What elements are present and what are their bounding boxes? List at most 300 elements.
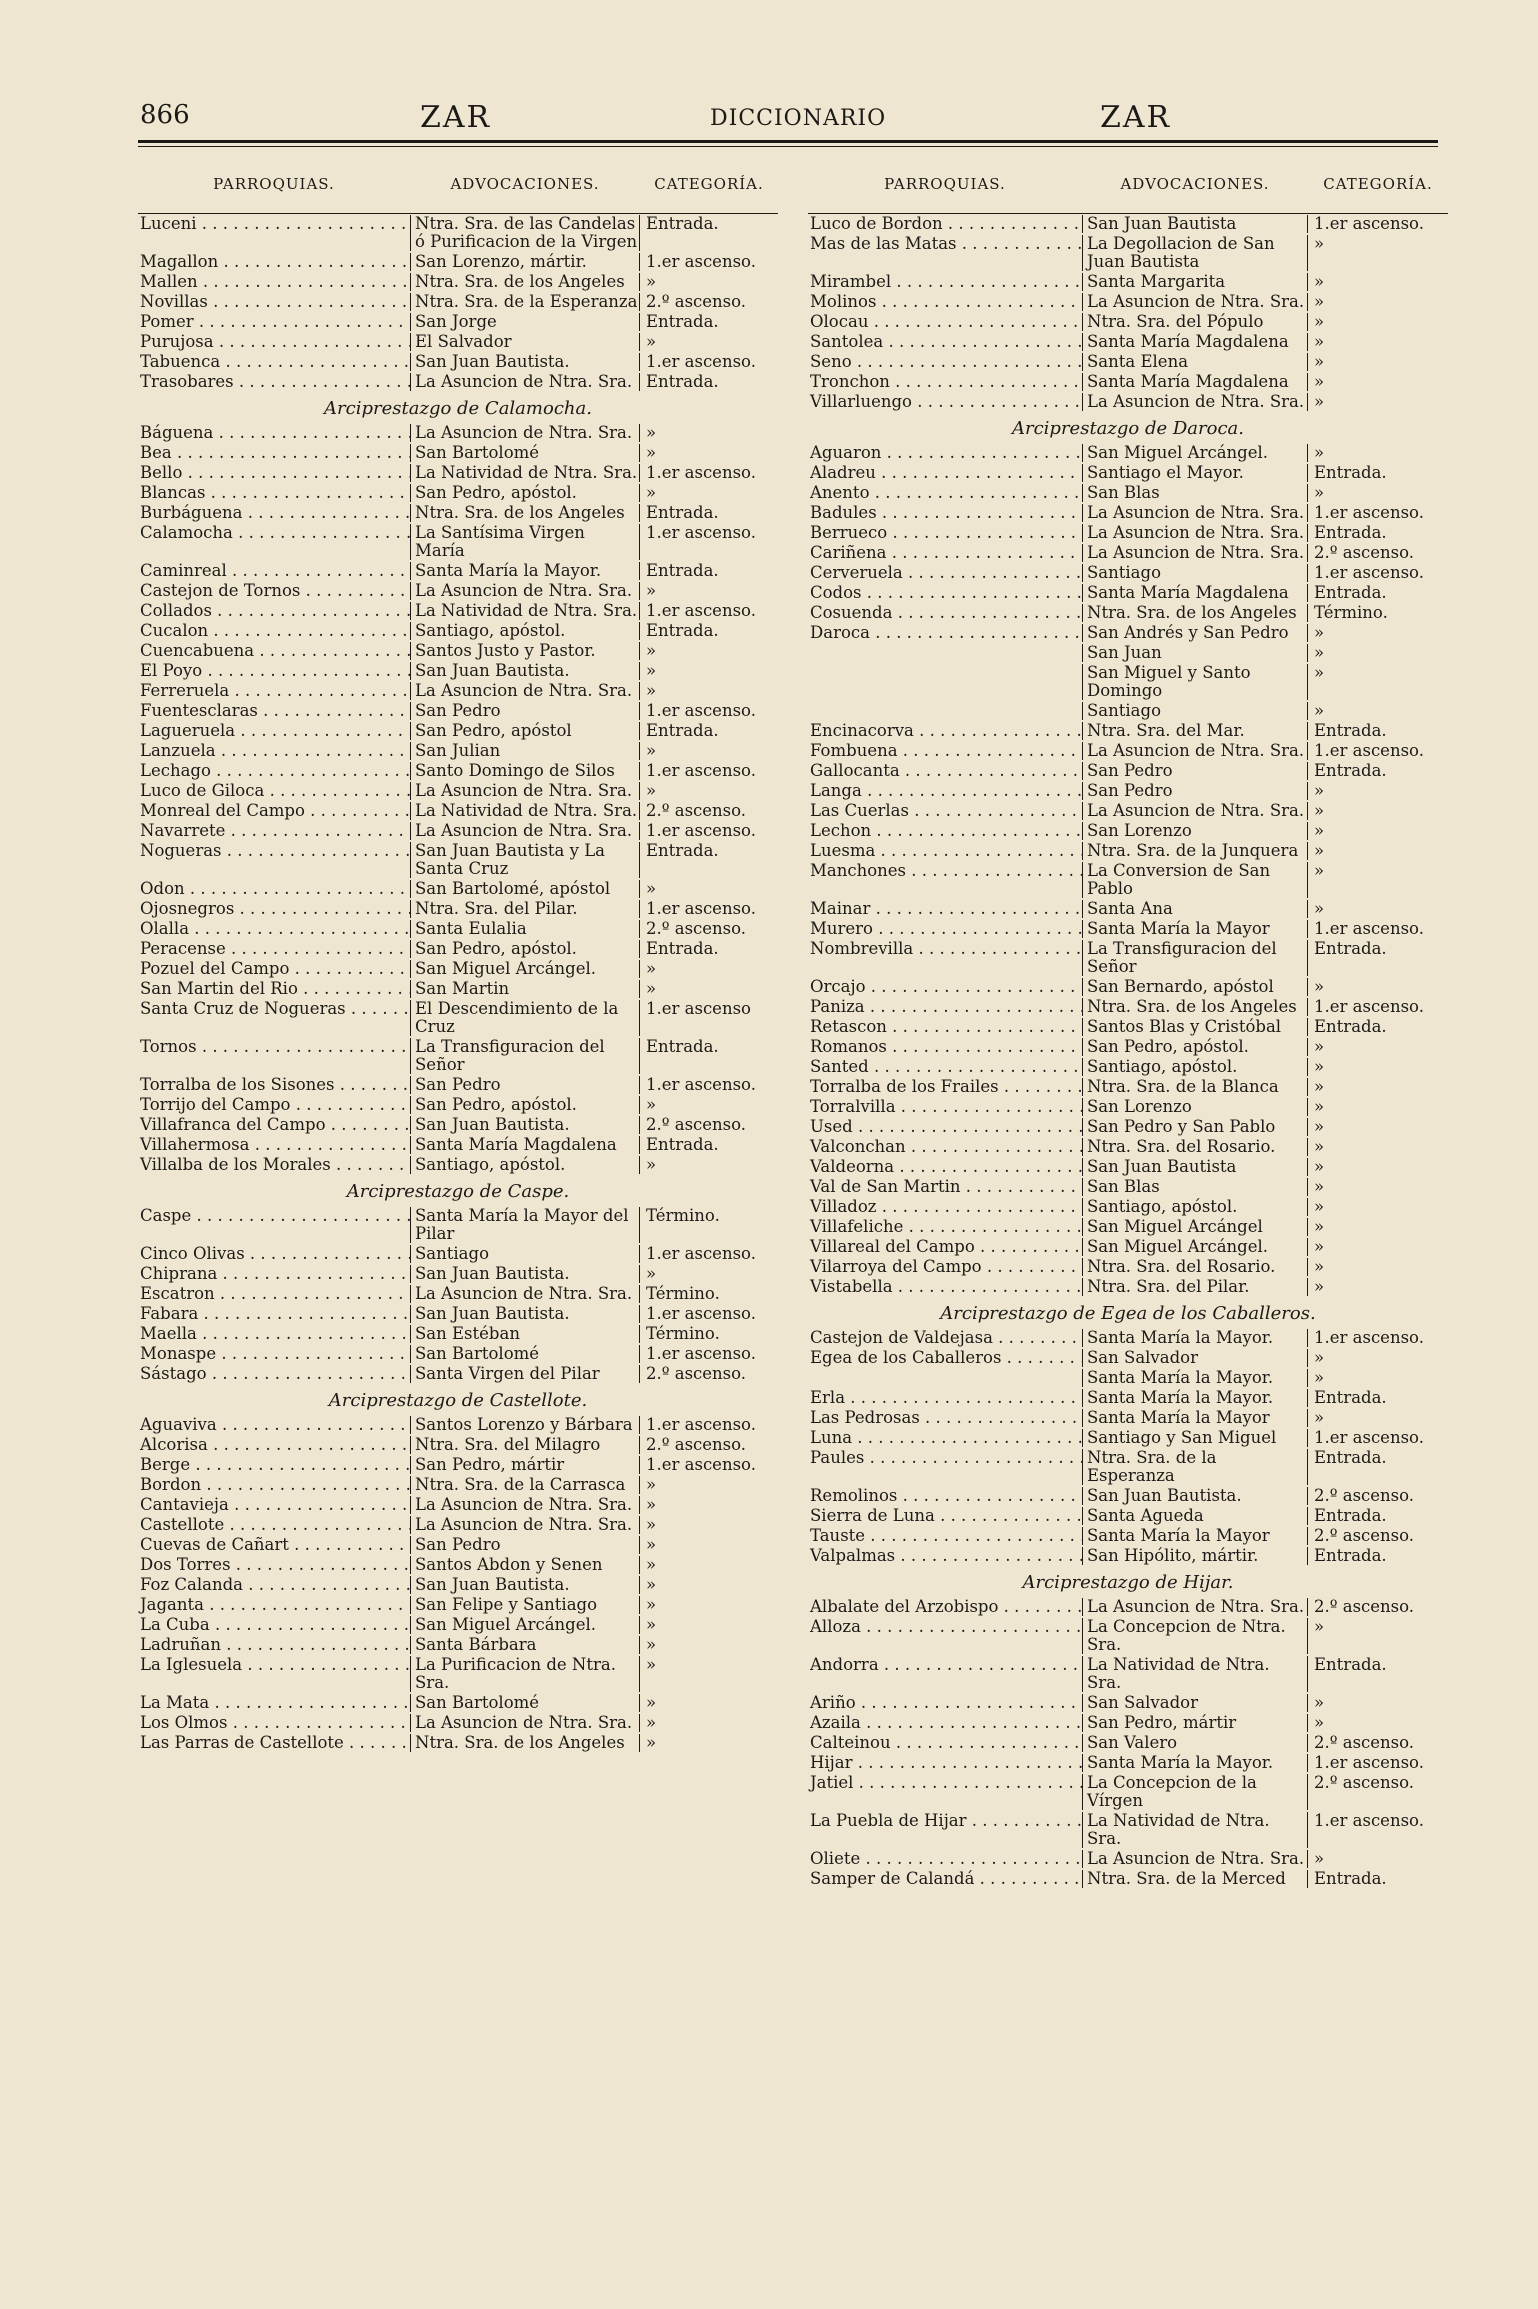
category-cell: Entrada. [646, 621, 719, 640]
table-row [138, 741, 778, 761]
advocation-cell: San Martin [410, 980, 640, 998]
parish-cell: Sástago . . . [138, 1365, 410, 1383]
category-cell: 1.er ascenso. [1314, 1328, 1424, 1347]
parish-cell: Bello . . . [138, 464, 410, 482]
advocation-cell: San Pedro, apóstol. [410, 1096, 640, 1114]
parish-cell: Luco de Bordon . . . [808, 215, 1082, 233]
parish-cell: Escatron . . . [138, 1285, 410, 1303]
advocation-cell: La Asuncion de Ntra. Sra. [410, 373, 640, 391]
table-row [138, 1364, 778, 1384]
parish-cell: Alloza . . . [808, 1618, 1082, 1636]
table-row [138, 681, 778, 701]
section-heading: Arciprestazgo de Hijar. [1022, 1572, 1234, 1593]
header-left-word: ZAR [420, 100, 492, 135]
table-row [138, 721, 778, 741]
category-cell: » [1314, 1617, 1325, 1636]
parish-cell: Oliete . . . [808, 1850, 1082, 1868]
parish-cell: Vilarroya del Campo . . . [808, 1258, 1082, 1276]
category-cell: » [1314, 1057, 1325, 1076]
category-cell: Entrada. [1314, 583, 1387, 602]
section-heading: Arciprestazgo de Calamocha. [324, 398, 592, 419]
category-cell: » [646, 1155, 657, 1174]
table-row [808, 1546, 1448, 1566]
advocation-cell: San Juan [1082, 644, 1308, 662]
parish-cell: Cosuenda . . . [808, 604, 1082, 622]
category-cell: » [1314, 1037, 1325, 1056]
category-cell: 2.º ascenso. [646, 1435, 747, 1454]
advocation-cell: Santa María la Mayor. [1082, 1754, 1308, 1772]
table-row [808, 1097, 1448, 1117]
parish-cell: San Martin del Rio . . . [138, 980, 410, 998]
parish-cell: Caspe . . . [138, 1207, 410, 1225]
table-row [138, 423, 778, 443]
advocation-cell: San Bartolomé [410, 1694, 640, 1712]
table-row [808, 1157, 1448, 1177]
table-row [138, 503, 778, 523]
advocation-cell: La Purificacion de Ntra. Sra. [410, 1656, 640, 1692]
table-row [808, 352, 1448, 372]
parish-cell: Villalba de los Morales . . . [138, 1156, 410, 1174]
category-cell: 1.er ascenso. [1314, 1753, 1424, 1772]
parish-cell: Erla . . . [808, 1389, 1082, 1407]
advocation-cell: San Juan Bautista. [410, 1576, 640, 1594]
parish-cell: Jaganta . . . [138, 1596, 410, 1614]
category-cell: » [646, 661, 657, 680]
advocation-cell: Santa Agueda [1082, 1507, 1308, 1525]
section-heading: Arciprestazgo de Egea de los Caballeros. [940, 1303, 1316, 1324]
category-cell: Entrada. [646, 939, 719, 958]
parish-cell: Valconchan . . . [808, 1138, 1082, 1156]
advocation-cell: Ntra. Sra. del Pilar. [410, 900, 640, 918]
left-rows [138, 214, 778, 1753]
category-cell: 1.er ascenso. [1314, 503, 1424, 522]
table-row [138, 523, 778, 561]
category-cell: 1.er ascenso. [646, 523, 756, 542]
category-cell: » [1314, 861, 1325, 880]
advocation-cell: San Pedro, mártir [1082, 1714, 1308, 1732]
page-number: 866 [140, 100, 190, 130]
parish-cell: Calteinou . . . [808, 1734, 1082, 1752]
category-cell: 1.er ascenso. [646, 1455, 756, 1474]
advocation-cell: San Juan Bautista [1082, 215, 1308, 233]
parish-cell: Ariño . . . [808, 1694, 1082, 1712]
table-row [138, 899, 778, 919]
table-row [808, 1617, 1448, 1655]
table-row [808, 1348, 1448, 1368]
parish-cell: Aguaviva . . . [138, 1416, 410, 1434]
category-cell: » [646, 681, 657, 700]
advocation-cell: Santos Justo y Pastor. [410, 642, 640, 660]
table-row [808, 563, 1448, 583]
advocation-cell: La Natividad de Ntra. Sra. [410, 602, 640, 620]
advocation-cell: San Pedro [1082, 782, 1308, 800]
category-cell: » [646, 1555, 657, 1574]
table-row [138, 1115, 778, 1135]
advocation-cell: La Asuncion de Ntra. Sra. [410, 582, 640, 600]
category-cell: Entrada. [646, 312, 719, 331]
advocation-cell: Ntra. Sra. de la Junquera [1082, 842, 1308, 860]
category-cell: » [1314, 1277, 1325, 1296]
parish-cell: Peracense . . . [138, 940, 410, 958]
table-row [138, 621, 778, 641]
category-cell: » [1314, 1217, 1325, 1236]
parish-cell: Tauste . . . [808, 1527, 1082, 1545]
table-row [808, 1197, 1448, 1217]
table-row [138, 641, 778, 661]
category-cell: Entrada. [1314, 1655, 1387, 1674]
parish-cell: Hijar . . . [808, 1754, 1082, 1772]
category-cell: 1.er ascenso. [1314, 919, 1424, 938]
category-cell: 2.º ascenso. [1314, 1597, 1415, 1616]
advocation-cell: Ntra. Sra. de la Merced [1082, 1870, 1308, 1888]
advocation-cell: San Pedro, apóstol. [410, 940, 640, 958]
advocation-cell: San Lorenzo [1082, 822, 1308, 840]
parish-cell: Calamocha . . . [138, 524, 410, 542]
header-category: CATEGORÍA. [654, 175, 764, 193]
category-cell: 1.er ascenso [646, 999, 751, 1018]
category-cell: » [1314, 1693, 1325, 1712]
category-cell: » [1314, 801, 1325, 820]
table-row [808, 463, 1448, 483]
category-cell: » [646, 332, 657, 351]
left-table-header [138, 165, 778, 214]
header-rule-thin [138, 146, 1438, 147]
table-row [138, 332, 778, 352]
parish-cell: Cariñena . . . [808, 544, 1082, 562]
table-row [808, 977, 1448, 997]
advocation-cell: San Lorenzo [1082, 1098, 1308, 1116]
category-cell: » [646, 959, 657, 978]
category-cell: Entrada. [1314, 1448, 1387, 1467]
category-cell: » [1314, 1157, 1325, 1176]
parish-cell: Blancas . . . [138, 484, 410, 502]
advocation-cell: Santa María la Mayor. [1082, 1329, 1308, 1347]
advocation-cell: La Asuncion de Ntra. Sra. [1082, 524, 1308, 542]
advocation-cell: La Natividad de Ntra. Sra. [1082, 1656, 1308, 1692]
parish-cell: Collados . . . [138, 602, 410, 620]
table-row [808, 801, 1448, 821]
advocation-cell: Ntra. Sra. de los Angeles [1082, 998, 1308, 1016]
table-row [808, 503, 1448, 523]
category-cell: 1.er ascenso. [646, 601, 756, 620]
advocation-cell: Santa María Magdalena [1082, 584, 1308, 602]
parish-cell: Sierra de Luna . . . [808, 1507, 1082, 1525]
category-cell: 1.er ascenso. [1314, 997, 1424, 1016]
advocation-cell: San Juan Bautista. [410, 1116, 640, 1134]
category-cell: » [1314, 1097, 1325, 1116]
advocation-cell: San Bartolomé [410, 1345, 640, 1363]
table-row [808, 1597, 1448, 1617]
advocation-cell: La Asuncion de Ntra. Sra. [1082, 544, 1308, 562]
parish-cell: Villahermosa . . . [138, 1136, 410, 1154]
advocation-cell: San Felipe y Santiago [410, 1596, 640, 1614]
category-cell: » [1314, 1408, 1325, 1427]
advocation-cell: Santa Virgen del Pilar [410, 1365, 640, 1383]
advocation-cell: Ntra. Sra. del Pilar. [1082, 1278, 1308, 1296]
category-cell: » [1314, 272, 1325, 291]
parish-cell: Santolea . . . [808, 333, 1082, 351]
table-row [138, 879, 778, 899]
table-row [138, 1615, 778, 1635]
category-cell: » [646, 1615, 657, 1634]
advocation-cell: Santa Margarita [1082, 273, 1308, 291]
parish-cell: Luesma . . . [808, 842, 1082, 860]
parish-cell: Foz Calanda . . . [138, 1576, 410, 1594]
advocation-cell: Santos Abdon y Senen [410, 1556, 640, 1574]
parish-cell: Cinco Olivas . . . [138, 1245, 410, 1263]
table-row [808, 761, 1448, 781]
parish-cell: Las Parras de Castellote . . . [138, 1734, 410, 1752]
advocation-cell: La Transfiguracion del Señor [410, 1038, 640, 1074]
parish-cell: Ladruñan . . . [138, 1636, 410, 1654]
advocation-cell: San Bartolomé, apóstol [410, 880, 640, 898]
category-cell: Entrada. [1314, 523, 1387, 542]
category-cell: » [1314, 1177, 1325, 1196]
advocation-cell: Ntra. Sra. de la Blanca [1082, 1078, 1308, 1096]
parish-cell: Monaspe . . . [138, 1345, 410, 1363]
advocation-cell: San Blas [1082, 484, 1308, 502]
parish-cell: Encinacorva . . . [808, 722, 1082, 740]
advocation-cell: Ntra. Sra. del Milagro [410, 1436, 640, 1454]
advocation-cell: San Juan Bautista. [410, 353, 640, 371]
category-cell: 2.º ascenso. [1314, 543, 1415, 562]
parish-cell: Andorra . . . [808, 1656, 1082, 1674]
category-cell: » [646, 1655, 657, 1674]
category-cell: » [646, 1713, 657, 1732]
table-row [808, 1037, 1448, 1057]
advocation-cell: La Transfiguracion del Señor [1082, 940, 1308, 976]
parish-cell: Chiprana . . . [138, 1265, 410, 1283]
advocation-cell: La Asuncion de Ntra. Sra. [410, 1516, 640, 1534]
table-row [808, 483, 1448, 503]
table-row [138, 701, 778, 721]
header-right-word: ZAR [1100, 100, 1172, 135]
table-row [808, 1773, 1448, 1811]
advocation-cell: La Conversion de San Pablo [1082, 862, 1308, 898]
table-row [138, 841, 778, 879]
category-cell: Entrada. [646, 1135, 719, 1154]
advocation-cell: Santa Bárbara [410, 1636, 640, 1654]
category-cell: Término. [646, 1284, 720, 1303]
advocation-cell: Santa María Magdalena [410, 1136, 640, 1154]
table-row [138, 214, 778, 252]
parish-cell: Molinos . . . [808, 293, 1082, 311]
table-row [808, 643, 1448, 663]
header-center-word: DICCIONARIO [710, 106, 887, 131]
advocation-cell: San Miguel Arcángel. [1082, 1238, 1308, 1256]
category-cell: » [1314, 701, 1325, 720]
advocation-cell: Ntra. Sra. de los Angeles [1082, 604, 1308, 622]
category-cell: » [646, 1095, 657, 1114]
table-row [808, 372, 1448, 392]
table-row [808, 919, 1448, 939]
category-cell: 1.er ascenso. [646, 1344, 756, 1363]
table-row [808, 1177, 1448, 1197]
table-row [808, 939, 1448, 977]
parish-cell: Alcorisa . . . [138, 1436, 410, 1454]
advocation-cell: La Natividad de Ntra. Sra. [410, 464, 640, 482]
table-row [138, 443, 778, 463]
parish-cell: Olocau . . . [808, 313, 1082, 331]
section-heading: Arciprestazgo de Caspe. [346, 1181, 570, 1202]
table-row [138, 1135, 778, 1155]
category-cell: 2.º ascenso. [646, 1115, 747, 1134]
category-cell: » [1314, 1137, 1325, 1156]
table-row [808, 1693, 1448, 1713]
table-row [808, 1388, 1448, 1408]
advocation-cell: Santiago, apóstol. [1082, 1058, 1308, 1076]
advocation-cell: Santa María Magdalena [1082, 333, 1308, 351]
category-cell: » [646, 1635, 657, 1654]
parish-cell: Castejon de Tornos . . . [138, 582, 410, 600]
table-row [138, 761, 778, 781]
category-cell: 2.º ascenso. [1314, 1526, 1415, 1545]
category-cell: » [1314, 1237, 1325, 1256]
parish-cell: Luna . . . [808, 1429, 1082, 1447]
parish-cell: Las Cuerlas . . . [808, 802, 1082, 820]
category-cell: Término. [646, 1206, 720, 1225]
table-row [138, 1344, 778, 1364]
category-cell: » [1314, 821, 1325, 840]
category-cell: » [1314, 899, 1325, 918]
table-row [138, 1095, 778, 1115]
advocation-cell: San Lorenzo, mártir. [410, 253, 640, 271]
parish-cell: Villafranca del Campo . . . [138, 1116, 410, 1134]
table-row [138, 1037, 778, 1075]
advocation-cell: San Pedro [410, 702, 640, 720]
table-row [808, 583, 1448, 603]
advocation-cell: Ntra. Sra. de la Carrasca [410, 1476, 640, 1494]
category-cell: » [646, 1475, 657, 1494]
table-row [138, 1264, 778, 1284]
table-row [808, 543, 1448, 563]
category-cell: Entrada. [646, 721, 719, 740]
category-cell: Entrada. [1314, 1506, 1387, 1525]
parish-cell: Cantavieja . . . [138, 1496, 410, 1514]
category-cell: » [1314, 781, 1325, 800]
table-row [138, 252, 778, 272]
category-cell: 1.er ascenso. [1314, 563, 1424, 582]
parish-cell: Orcajo . . . [808, 978, 1082, 996]
category-cell: » [1314, 483, 1325, 502]
parish-cell: Anento . . . [808, 484, 1082, 502]
category-cell: » [646, 641, 657, 660]
advocation-cell: San Jorge [410, 313, 640, 331]
table-row [808, 292, 1448, 312]
parish-cell: Pozuel del Campo . . . [138, 960, 410, 978]
category-cell: 1.er ascenso. [646, 252, 756, 271]
table-row [808, 1526, 1448, 1546]
category-cell: Entrada. [646, 372, 719, 391]
parish-cell: Cucalon . . . [138, 622, 410, 640]
parish-cell: Retascon . . . [808, 1018, 1082, 1036]
table-row [808, 234, 1448, 272]
parish-cell: Fuentesclaras . . . [138, 702, 410, 720]
table-row [808, 1117, 1448, 1137]
table-row [808, 332, 1448, 352]
parish-cell: Pomer . . . [138, 313, 410, 331]
advocation-cell: San Miguel Arcángel. [410, 1616, 640, 1634]
advocation-cell: La Asuncion de Ntra. Sra. [410, 822, 640, 840]
parish-cell: Los Olmos . . . [138, 1714, 410, 1732]
category-cell: Entrada. [1314, 1546, 1387, 1565]
advocation-cell: San Pedro, mártir [410, 1456, 640, 1474]
page-header [140, 100, 1440, 140]
category-cell: » [1314, 977, 1325, 996]
right-rows [808, 214, 1448, 1889]
advocation-cell: Santiago el Mayor. [1082, 464, 1308, 482]
advocation-cell: Ntra. Sra. del Rosario. [1082, 1258, 1308, 1276]
table-row [138, 1555, 778, 1575]
category-cell: » [646, 272, 657, 291]
parish-cell: Ferreruela . . . [138, 682, 410, 700]
parish-cell: Dos Torres . . . [138, 1556, 410, 1574]
parish-cell: Villarluengo . . . [808, 393, 1082, 411]
advocation-cell: Santa María la Mayor del Pilar [410, 1207, 640, 1243]
parish-cell: Santed . . . [808, 1058, 1082, 1076]
right-column [808, 165, 1448, 1889]
parish-cell: Used . . . [808, 1118, 1082, 1136]
table-row [808, 781, 1448, 801]
table-row [808, 1428, 1448, 1448]
parish-cell: Villadoz . . . [808, 1198, 1082, 1216]
category-cell: » [646, 879, 657, 898]
parish-cell: Samper de Calandá . . . [808, 1870, 1082, 1888]
table-row [808, 523, 1448, 543]
category-cell: » [1314, 623, 1325, 642]
parish-cell: Castejon de Valdejasa . . . [808, 1329, 1082, 1347]
table-row [808, 1849, 1448, 1869]
category-cell: » [646, 443, 657, 462]
advocation-cell: La Asuncion de Ntra. Sra. [1082, 802, 1308, 820]
category-cell: Entrada. [646, 214, 719, 233]
parish-cell: Monreal del Campo . . . [138, 802, 410, 820]
table-row [808, 312, 1448, 332]
category-cell: » [646, 1515, 657, 1534]
category-cell: » [646, 781, 657, 800]
advocation-cell: San Juan Bautista. [410, 662, 640, 680]
table-row [138, 1733, 778, 1753]
category-cell: Entrada. [1314, 761, 1387, 780]
advocation-cell: San Pedro, apóstol. [1082, 1038, 1308, 1056]
advocation-cell: San Juan Bautista. [1082, 1487, 1308, 1505]
advocation-cell: Ntra. Sra. de la Esperanza [1082, 1449, 1308, 1485]
advocation-cell: Ntra. Sra. del Pópulo [1082, 313, 1308, 331]
parish-cell: Torralba de los Frailes . . . [808, 1078, 1082, 1096]
category-cell: » [646, 1733, 657, 1752]
parish-cell: Jatiel . . . [808, 1774, 1082, 1792]
parish-cell: Berrueco . . . [808, 524, 1082, 542]
table-row [808, 1057, 1448, 1077]
parish-cell: Mas de las Matas . . . [808, 235, 1082, 253]
parish-cell: Báguena . . . [138, 424, 410, 442]
parish-cell: Bea . . . [138, 444, 410, 462]
category-cell: 1.er ascenso. [646, 352, 756, 371]
parish-cell: Albalate del Arzobispo . . . [808, 1598, 1082, 1616]
advocation-cell: San Miguel y Santo Domingo [1082, 664, 1308, 700]
table-row [138, 919, 778, 939]
table-row [138, 1495, 778, 1515]
parish-cell: La Mata . . . [138, 1694, 410, 1712]
category-cell: 2.º ascenso. [646, 801, 747, 820]
category-cell: » [646, 581, 657, 600]
parish-cell: Caminreal . . . [138, 562, 410, 580]
table-row [138, 1595, 778, 1615]
category-cell: 2.º ascenso. [1314, 1486, 1415, 1505]
advocation-cell: San Blas [1082, 1178, 1308, 1196]
parish-cell: Burbáguena . . . [138, 504, 410, 522]
advocation-cell: San Salvador [1082, 1694, 1308, 1712]
